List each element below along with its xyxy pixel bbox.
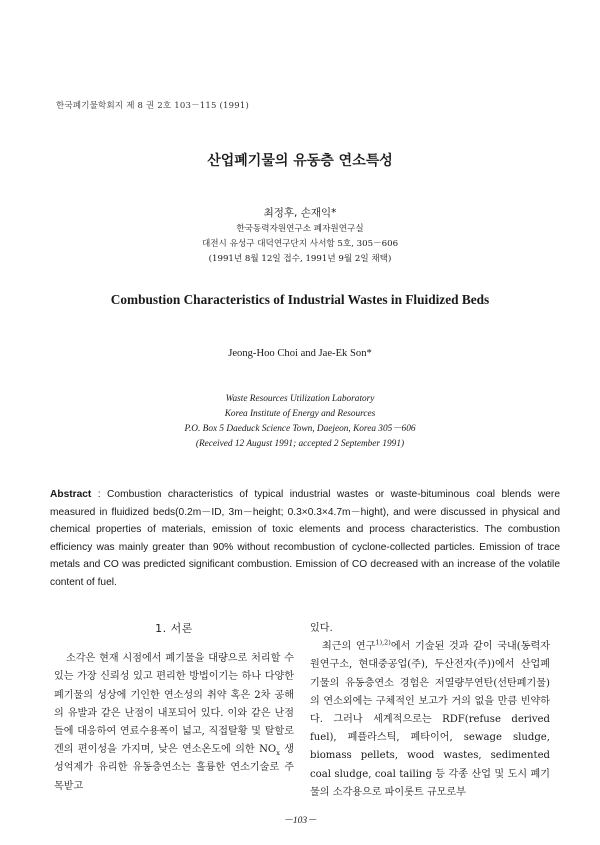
korean-affiliation-line: 한국동력자원연구소 폐자원연구실 — [236, 224, 364, 234]
citation-superscript: 1),2) — [375, 638, 391, 647]
page-number: －103－ — [283, 816, 317, 826]
research-paragraph — [310, 638, 550, 802]
left-column — [54, 620, 294, 796]
research-text-b: 에서 기술된 것과 같이 국내(동력자원연구소, 현대중공업(주), 두산전자(주))에서 산업폐기물의 유동층연소 경험은 저열량무연탄(선탄폐기물)의 연소외에는 구체적인 보고가 거의 없을 만큼 빈약하다. 그러나 세계적으로는 RDF(refuse derived fuel), 폐플라스틱, 폐타이어, sewage sludge, biomass pellets, wood wastes, sedimented coal sludge, coal tailing 등 각종 산업 및 도시 폐기물의 소각용으로 파이롯트 규모로부 — [310, 641, 551, 798]
intro-paragraph — [54, 650, 294, 796]
english-title: Combustion Characteristics of Industrial Wastes in Fluidized Beds — [110, 292, 490, 307]
continuation-line: 있다. — [310, 623, 333, 634]
intro-text-b: 생성억제가 유리한 유동층연소는 훌륭한 연소기술로 주목받고 — [54, 744, 295, 792]
korean-dates-line: (1991년 8월 12일 접수, 1991년 9월 2일 채택) — [208, 254, 392, 264]
korean-affiliation-line: 대전시 유성구 대덕연구단지 사서함 5호, 305－606 — [201, 239, 399, 249]
intro-text-a: 소각은 현재 시점에서 폐기물을 대량으로 처리할 수 있는 가장 신뢰성 있고 편리한 방법이기는 하나 다양한 폐기물의 성상에 기인한 연소성의 취약 혹은 2차 공해의 유발과 같은 난점이 내포되어 있다. 이와 같은 난점들에 대응하여 연료수용폭이 넓고, 직접탈황 및 탈할로겐의 편이성을 가지며, 낮은 연소온도에 의한 NO — [54, 653, 294, 756]
right-column — [310, 620, 550, 802]
korean-title: 산업폐기물의 유동층 연소특성 — [207, 153, 393, 169]
nox-subscript: x — [276, 749, 280, 758]
english-affiliation-line: Waste Resources Utilization Laboratory — [225, 394, 375, 404]
korean-authors: 최정후, 손재익* — [263, 207, 337, 219]
section-heading: 1. 서론 — [155, 622, 193, 635]
english-authors: Jeong-Hoo Choi and Jae-Ek Son* — [228, 348, 372, 359]
abstract-label: Abstract — [50, 489, 92, 500]
english-affiliation-line: Korea Institute of Energy and Resources — [224, 409, 376, 419]
research-text-a: 최근의 연구 — [322, 641, 376, 653]
abstract-text: : Combustion characteristics of typical industrial wastes or waste-bituminous coal blends were measured in fluidized beds(0.2m－ID, 3m－height; 0.3×0.3×4.7m－hight), and were discussed in physical and chemical properties of materials, emission of toxic elements and process characteristics. The combustion efficiency was mainly greater than 90% without recombustion of cyclone-collected particles. Emission of trace metals and CO was predicted significant combustion. Emission of CO decreased with an increase of the volatile content of fuel. — [50, 489, 560, 588]
journal-header: 한국폐기물학회지 제 8 권 2호 103－115 (1991) — [56, 101, 249, 111]
english-dates-line: (Received 12 August 1991; accepted 2 September 1991) — [195, 439, 405, 449]
abstract — [50, 486, 560, 592]
english-affiliation-line: P.O. Box 5 Daeduck Science Town, Daejeon, Korea 305－606 — [184, 424, 416, 434]
